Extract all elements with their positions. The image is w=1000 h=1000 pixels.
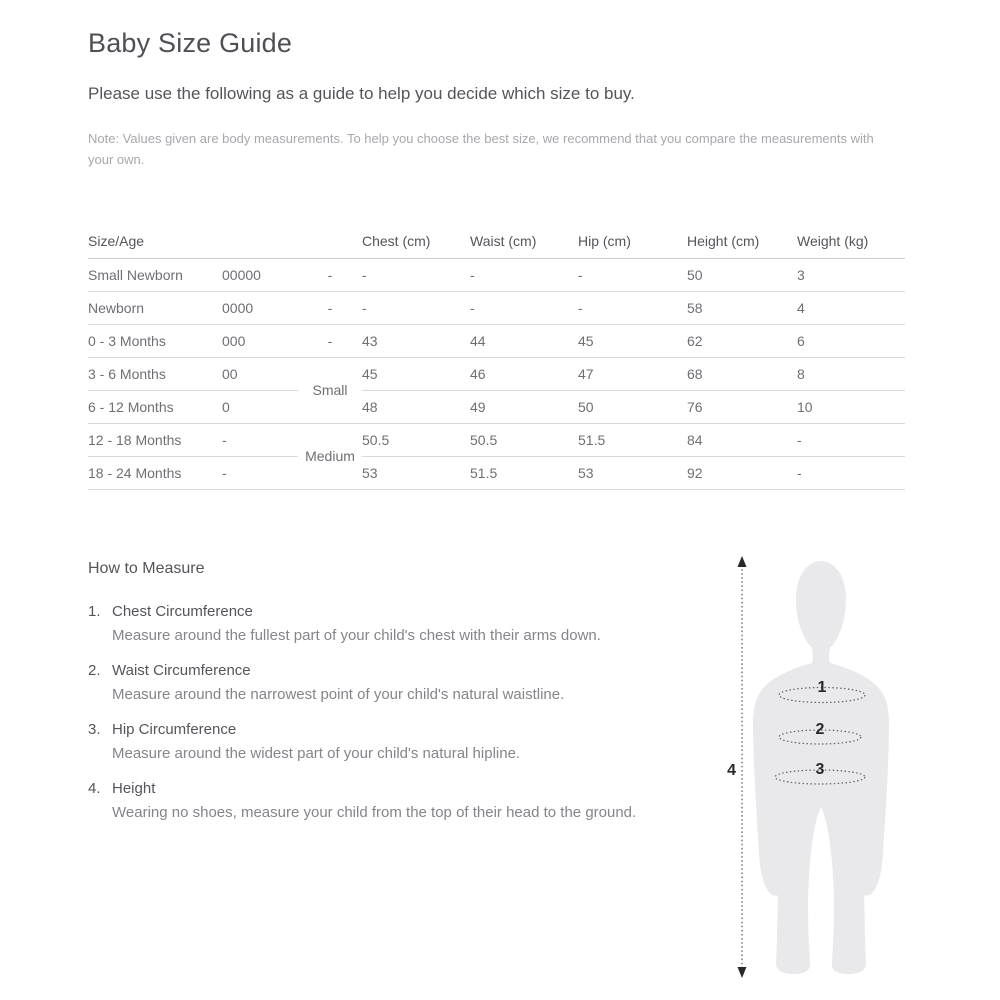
table-cell: 53 [578,456,687,489]
table-cell: - [797,423,905,456]
table-cell: 0000 [222,291,298,324]
table-cell: - [298,291,362,324]
measure-step-height [88,779,708,824]
size-table-body [88,258,905,489]
table-cell: 12 - 18 Months [88,423,222,456]
column-header: Height (cm) [687,228,797,258]
table-cell: 00000 [222,258,298,291]
intro-text: Please use the following as a guide to help you decide which size to buy. [88,84,635,103]
table-cell: 18 - 24 Months [88,456,222,489]
step-title: Waist Circumference [112,661,251,679]
table-row [88,291,905,324]
column-header [222,228,298,258]
table-row [88,258,905,291]
table-cell: 0 [222,390,298,423]
how-to-measure-section [88,559,1000,999]
table-cell: 53 [362,456,470,489]
table-cell: 0 - 3 Months [88,324,222,357]
table-cell: - [298,324,362,357]
step-number: 4. [88,779,101,797]
step-description: Wearing no shoes, measure your child from the top of their head to the ground. [112,803,637,821]
column-header [298,228,362,258]
table-cell: 51.5 [578,423,687,456]
table-cell: - [298,258,362,291]
table-header-row [88,228,905,258]
size-table-header [88,228,905,258]
table-cell: 4 [797,291,905,324]
step-number: 3. [88,720,101,738]
table-cell: 43 [362,324,470,357]
table-cell: 50.5 [470,423,578,456]
measurement-figure [700,553,920,990]
chest-label: 1 [817,678,827,696]
table-cell: 000 [222,324,298,357]
table-cell: - [222,456,298,489]
table-cell: - [470,291,578,324]
table-cell: 49 [470,390,578,423]
table-cell: 50 [578,390,687,423]
table-cell: 6 [797,324,905,357]
step-description: Measure around the narrowest point of your child's natural waistline. [112,685,565,703]
table-cell: 10 [797,390,905,423]
table-cell: Medium [298,423,362,489]
table-cell: 76 [687,390,797,423]
height-label: 4 [727,761,736,779]
arrow-down-icon [738,967,747,978]
table-row [88,456,905,489]
table-cell: - [797,456,905,489]
table-cell: Small [298,357,362,423]
table-cell: 6 - 12 Months [88,390,222,423]
step-number: 2. [88,661,101,679]
table-cell: - [222,423,298,456]
column-header: Weight (kg) [797,228,905,258]
table-cell: 51.5 [470,456,578,489]
table-cell: 92 [687,456,797,489]
measure-step-waist [88,661,708,706]
table-row [88,390,905,423]
waist-label: 2 [815,720,825,738]
table-cell: 44 [470,324,578,357]
table-cell: 3 - 6 Months [88,357,222,390]
step-description: Measure around the fullest part of your child's chest with their arms down. [112,626,601,644]
table-row [88,324,905,357]
how-to-measure-heading: How to Measure [88,559,205,577]
table-cell: 45 [362,357,470,390]
table-cell: 46 [470,357,578,390]
table-row [88,357,905,390]
table-cell: - [362,291,470,324]
page-content [0,28,1000,999]
table-cell: 47 [578,357,687,390]
table-cell: 8 [797,357,905,390]
table-cell: 68 [687,357,797,390]
step-description: Measure around the widest part of your child's natural hipline. [112,744,521,762]
table-cell: - [470,258,578,291]
table-cell: 84 [687,423,797,456]
table-cell: 62 [687,324,797,357]
table-cell: 48 [362,390,470,423]
measure-step-hip [88,720,708,765]
table-cell: 00 [222,357,298,390]
table-cell: Newborn [88,291,222,324]
table-cell: - [362,258,470,291]
table-cell: - [578,291,687,324]
table-cell: Small Newborn [88,258,222,291]
column-header: Waist (cm) [470,228,578,258]
table-cell: 50 [687,258,797,291]
step-title: Hip Circumference [112,720,237,738]
column-header: Chest (cm) [362,228,470,258]
note-text: Note: Values given are body measurements. To help you choose the best size, we recommend that you compare the measurements with your own. [88,131,874,167]
step-title: Chest Circumference [112,602,253,620]
hip-label: 3 [815,760,825,778]
step-title: Height [112,779,156,797]
arrow-up-icon [738,556,747,567]
column-header: Size/Age [88,228,222,258]
table-cell: 50.5 [362,423,470,456]
column-header: Hip (cm) [578,228,687,258]
table-cell: 58 [687,291,797,324]
measure-step-chest [88,602,708,647]
measure-steps-list [88,602,708,824]
size-table [88,228,905,490]
table-cell: 45 [578,324,687,357]
page-title: Baby Size Guide [88,28,293,58]
table-cell: - [578,258,687,291]
step-number: 1. [88,602,101,620]
table-cell: 3 [797,258,905,291]
table-row [88,423,905,456]
